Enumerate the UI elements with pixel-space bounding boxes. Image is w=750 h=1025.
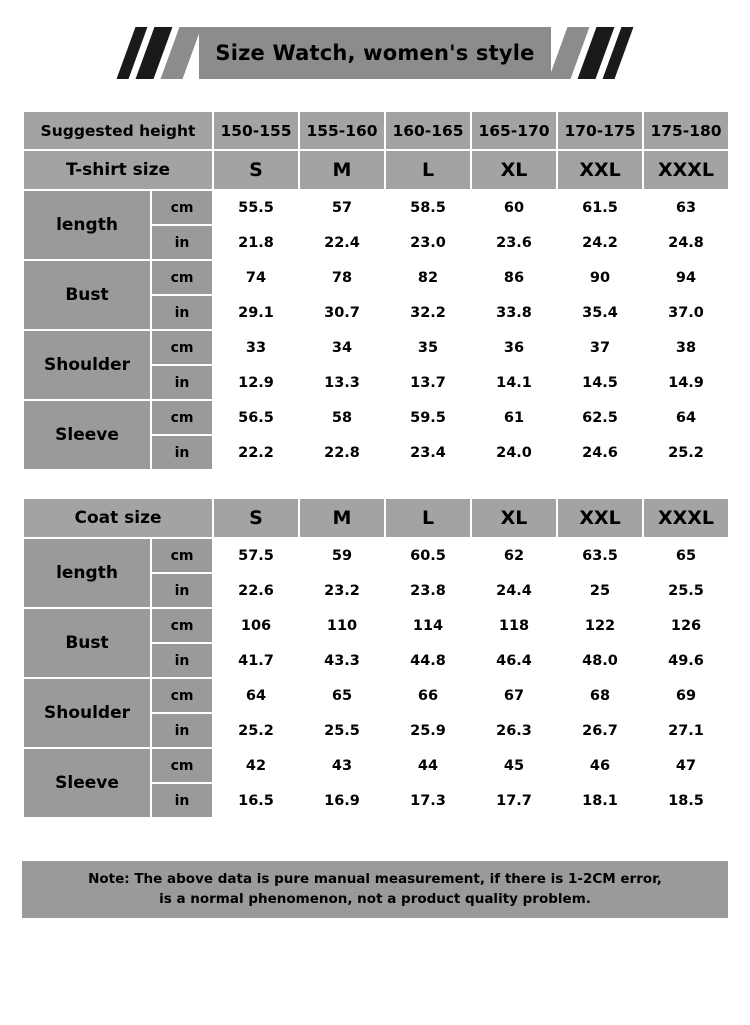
value-cell: 14.1 — [471, 365, 557, 400]
value-cell: 64 — [213, 678, 299, 713]
value-cell: 61 — [471, 400, 557, 435]
value-cell: 12.9 — [213, 365, 299, 400]
value-cell: 24.4 — [471, 573, 557, 608]
size-cell: XL — [471, 150, 557, 190]
value-cell: 41.7 — [213, 643, 299, 678]
value-cell: 67 — [471, 678, 557, 713]
value-cell: 64 — [643, 400, 729, 435]
value-cell: 38 — [643, 330, 729, 365]
value-cell: 46.4 — [471, 643, 557, 678]
value-cell: 13.7 — [385, 365, 471, 400]
height-range-cell: 155-160 — [299, 111, 385, 150]
value-cell: 74 — [213, 260, 299, 295]
size-cell: L — [385, 498, 471, 538]
table-row — [23, 190, 729, 225]
value-cell: 18.1 — [557, 783, 643, 818]
header-slashes-left — [126, 27, 199, 79]
value-cell: 32.2 — [385, 295, 471, 330]
measurement-note — [22, 861, 728, 918]
value-cell: 24.6 — [557, 435, 643, 470]
size-cell: S — [213, 498, 299, 538]
unit-cell-cm: cm — [151, 538, 213, 573]
measure-label-bust: Bust — [23, 260, 151, 330]
unit-cell-cm: cm — [151, 330, 213, 365]
suggested-height-label: Suggested height — [23, 111, 213, 150]
value-cell: 114 — [385, 608, 471, 643]
unit-cell-cm: cm — [151, 190, 213, 225]
note-line-2: is a normal phenomenon, not a product quality problem. — [159, 890, 591, 907]
tshirt-size-label: T-shirt size — [23, 150, 213, 190]
height-range-cell: 175-180 — [643, 111, 729, 150]
unit-cell-in: in — [151, 435, 213, 470]
value-cell: 24.0 — [471, 435, 557, 470]
value-cell: 94 — [643, 260, 729, 295]
value-cell: 66 — [385, 678, 471, 713]
value-cell: 14.9 — [643, 365, 729, 400]
value-cell: 36 — [471, 330, 557, 365]
value-cell: 22.6 — [213, 573, 299, 608]
value-cell: 44 — [385, 748, 471, 783]
table-row — [23, 400, 729, 435]
table-row — [23, 748, 729, 783]
height-range-cell: 170-175 — [557, 111, 643, 150]
value-cell: 68 — [557, 678, 643, 713]
table-row — [23, 111, 729, 150]
value-cell: 46 — [557, 748, 643, 783]
unit-cell-in: in — [151, 295, 213, 330]
unit-cell-cm: cm — [151, 748, 213, 783]
unit-cell-in: in — [151, 365, 213, 400]
unit-cell-in: in — [151, 713, 213, 748]
value-cell: 42 — [213, 748, 299, 783]
value-cell: 62 — [471, 538, 557, 573]
coat-size-label: Coat size — [23, 498, 213, 538]
value-cell: 25.2 — [643, 435, 729, 470]
value-cell: 82 — [385, 260, 471, 295]
measure-label-sleeve: Sleeve — [23, 748, 151, 818]
measure-label-shoulder: Shoulder — [23, 330, 151, 400]
tshirt-size-table — [22, 110, 730, 471]
value-cell: 27.1 — [643, 713, 729, 748]
value-cell: 29.1 — [213, 295, 299, 330]
height-range-cell: 160-165 — [385, 111, 471, 150]
value-cell: 26.3 — [471, 713, 557, 748]
value-cell: 23.6 — [471, 225, 557, 260]
size-cell: XXXL — [643, 150, 729, 190]
size-cell: XXL — [557, 150, 643, 190]
unit-cell-in: in — [151, 573, 213, 608]
value-cell: 45 — [471, 748, 557, 783]
unit-cell-cm: cm — [151, 678, 213, 713]
value-cell: 58 — [299, 400, 385, 435]
value-cell: 49.6 — [643, 643, 729, 678]
page-title-text: Size Watch, women's style — [215, 41, 535, 65]
measure-label-sleeve: Sleeve — [23, 400, 151, 470]
value-cell: 26.7 — [557, 713, 643, 748]
value-cell: 122 — [557, 608, 643, 643]
value-cell: 62.5 — [557, 400, 643, 435]
value-cell: 58.5 — [385, 190, 471, 225]
note-line-1: Note: The above data is pure manual measurement, if there is 1-2CM error, — [88, 871, 662, 887]
value-cell: 48.0 — [557, 643, 643, 678]
value-cell: 25.2 — [213, 713, 299, 748]
value-cell: 25.5 — [643, 573, 729, 608]
value-cell: 16.9 — [299, 783, 385, 818]
size-cell: XXXL — [643, 498, 729, 538]
value-cell: 63 — [643, 190, 729, 225]
table-row — [23, 260, 729, 295]
value-cell: 60 — [471, 190, 557, 225]
table-row — [23, 150, 729, 190]
value-cell: 63.5 — [557, 538, 643, 573]
value-cell: 56.5 — [213, 400, 299, 435]
value-cell: 24.8 — [643, 225, 729, 260]
table-row — [23, 678, 729, 713]
height-range-cell: 150-155 — [213, 111, 299, 150]
table-row — [23, 608, 729, 643]
value-cell: 44.8 — [385, 643, 471, 678]
size-cell: XL — [471, 498, 557, 538]
value-cell: 35.4 — [557, 295, 643, 330]
value-cell: 13.3 — [299, 365, 385, 400]
value-cell: 65 — [643, 538, 729, 573]
measure-label-bust: Bust — [23, 608, 151, 678]
tshirt-table-section — [0, 110, 750, 471]
value-cell: 57.5 — [213, 538, 299, 573]
value-cell: 69 — [643, 678, 729, 713]
measure-label-length: length — [23, 190, 151, 260]
value-cell: 86 — [471, 260, 557, 295]
value-cell: 78 — [299, 260, 385, 295]
value-cell: 25.9 — [385, 713, 471, 748]
value-cell: 23.4 — [385, 435, 471, 470]
value-cell: 61.5 — [557, 190, 643, 225]
value-cell: 33.8 — [471, 295, 557, 330]
unit-cell-cm: cm — [151, 260, 213, 295]
value-cell: 65 — [299, 678, 385, 713]
value-cell: 59.5 — [385, 400, 471, 435]
size-cell: M — [299, 498, 385, 538]
size-cell: XXL — [557, 498, 643, 538]
value-cell: 37 — [557, 330, 643, 365]
value-cell: 90 — [557, 260, 643, 295]
value-cell: 57 — [299, 190, 385, 225]
size-cell: L — [385, 150, 471, 190]
measure-label-length: length — [23, 538, 151, 608]
page-header — [0, 22, 750, 84]
value-cell: 118 — [471, 608, 557, 643]
size-cell: S — [213, 150, 299, 190]
table-row — [23, 498, 729, 538]
unit-cell-in: in — [151, 643, 213, 678]
value-cell: 59 — [299, 538, 385, 573]
value-cell: 106 — [213, 608, 299, 643]
value-cell: 37.0 — [643, 295, 729, 330]
value-cell: 35 — [385, 330, 471, 365]
value-cell: 22.8 — [299, 435, 385, 470]
unit-cell-in: in — [151, 225, 213, 260]
value-cell: 33 — [213, 330, 299, 365]
unit-cell-cm: cm — [151, 608, 213, 643]
height-range-cell: 165-170 — [471, 111, 557, 150]
header-slashes-right — [551, 27, 624, 79]
coat-size-table — [22, 497, 730, 819]
size-chart-page — [0, 22, 750, 1025]
value-cell: 17.3 — [385, 783, 471, 818]
value-cell: 16.5 — [213, 783, 299, 818]
coat-table-section — [0, 497, 750, 819]
value-cell: 23.2 — [299, 573, 385, 608]
unit-cell-in: in — [151, 783, 213, 818]
table-row — [23, 330, 729, 365]
value-cell: 126 — [643, 608, 729, 643]
value-cell: 23.0 — [385, 225, 471, 260]
unit-cell-cm: cm — [151, 400, 213, 435]
page-title — [199, 27, 550, 79]
value-cell: 18.5 — [643, 783, 729, 818]
value-cell: 55.5 — [213, 190, 299, 225]
value-cell: 17.7 — [471, 783, 557, 818]
size-cell: M — [299, 150, 385, 190]
value-cell: 23.8 — [385, 573, 471, 608]
value-cell: 24.2 — [557, 225, 643, 260]
value-cell: 110 — [299, 608, 385, 643]
value-cell: 22.2 — [213, 435, 299, 470]
value-cell: 43.3 — [299, 643, 385, 678]
value-cell: 22.4 — [299, 225, 385, 260]
measure-label-shoulder: Shoulder — [23, 678, 151, 748]
value-cell: 25.5 — [299, 713, 385, 748]
table-row — [23, 538, 729, 573]
value-cell: 60.5 — [385, 538, 471, 573]
value-cell: 43 — [299, 748, 385, 783]
value-cell: 30.7 — [299, 295, 385, 330]
value-cell: 34 — [299, 330, 385, 365]
value-cell: 25 — [557, 573, 643, 608]
value-cell: 14.5 — [557, 365, 643, 400]
value-cell: 21.8 — [213, 225, 299, 260]
value-cell: 47 — [643, 748, 729, 783]
